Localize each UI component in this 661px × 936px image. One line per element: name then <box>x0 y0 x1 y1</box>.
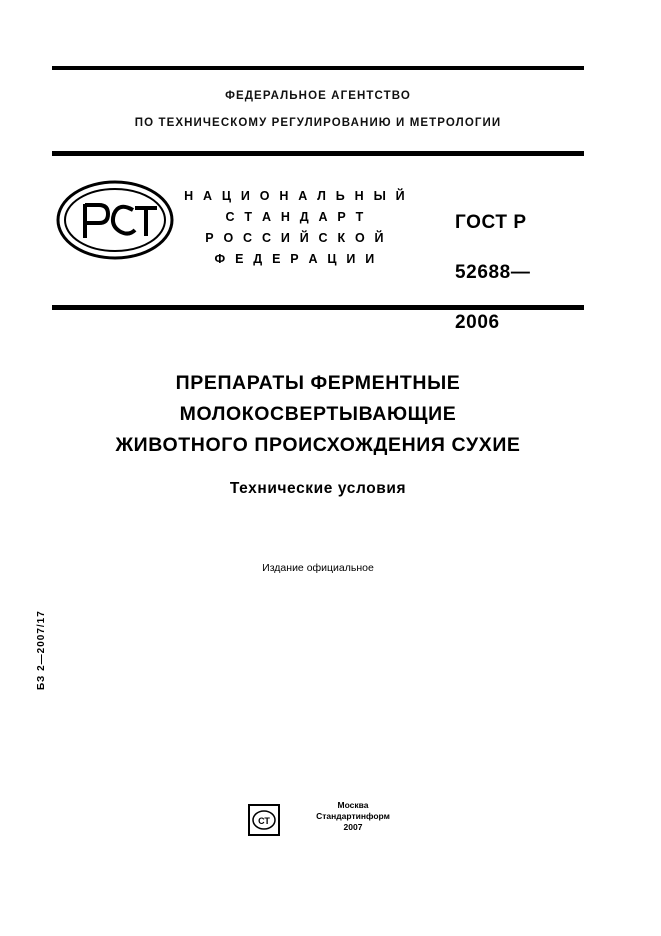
page-title <box>52 368 584 461</box>
national-standard-label <box>180 186 412 270</box>
standard-designation <box>455 185 530 360</box>
standard-designation-number: 52688— <box>455 262 531 283</box>
publisher-text <box>288 800 418 833</box>
publisher-name: Стандартинформ <box>316 811 390 821</box>
agency-line-2: ПО ТЕХНИЧЕСКОМУ РЕГУЛИРОВАНИЮ И МЕТРОЛОГИИ <box>134 117 502 129</box>
page-subtitle: Технические условия <box>229 480 407 497</box>
header-top-rule <box>52 66 584 70</box>
page-title-line-2: МОЛОКОСВЕРТЫВАЮЩИЕ <box>179 403 457 425</box>
standard-designation-year: 2006 <box>455 312 500 333</box>
header-bottom-rule <box>52 305 584 310</box>
side-margin-code: БЗ 2—2007/17 <box>36 610 47 690</box>
edition-note: Издание официальное <box>262 562 374 574</box>
svg-text:СТ: СТ <box>258 816 270 826</box>
publisher-city: Москва <box>337 800 369 810</box>
header-middle-rule <box>52 151 584 156</box>
national-standard-line-3: Р О С С И Й С К О Й <box>205 231 387 245</box>
standartinform-logo-icon <box>248 804 280 836</box>
page-title-line-3: ЖИВОТНОГО ПРОИСХОЖДЕНИЯ СУХИЕ <box>115 434 521 456</box>
publisher-block <box>240 800 420 852</box>
publisher-year: 2007 <box>343 822 363 832</box>
national-standard-line-1: Н А Ц И О Н А Л Ь Н Ы Й <box>184 189 408 203</box>
national-standard-line-2: С Т А Н Д А Р Т <box>225 210 367 224</box>
national-standard-line-4: Ф Е Д Е Р А Ц И И <box>214 252 378 266</box>
gost-r-certification-mark-icon <box>55 178 175 263</box>
standard-designation-prefix: ГОСТ Р <box>455 212 527 233</box>
page-title-line-1: ПРЕПАРАТЫ ФЕРМЕНТНЫЕ <box>175 372 461 394</box>
agency-line-1: ФЕДЕРАЛЬНОЕ АГЕНТСТВО <box>225 90 411 102</box>
